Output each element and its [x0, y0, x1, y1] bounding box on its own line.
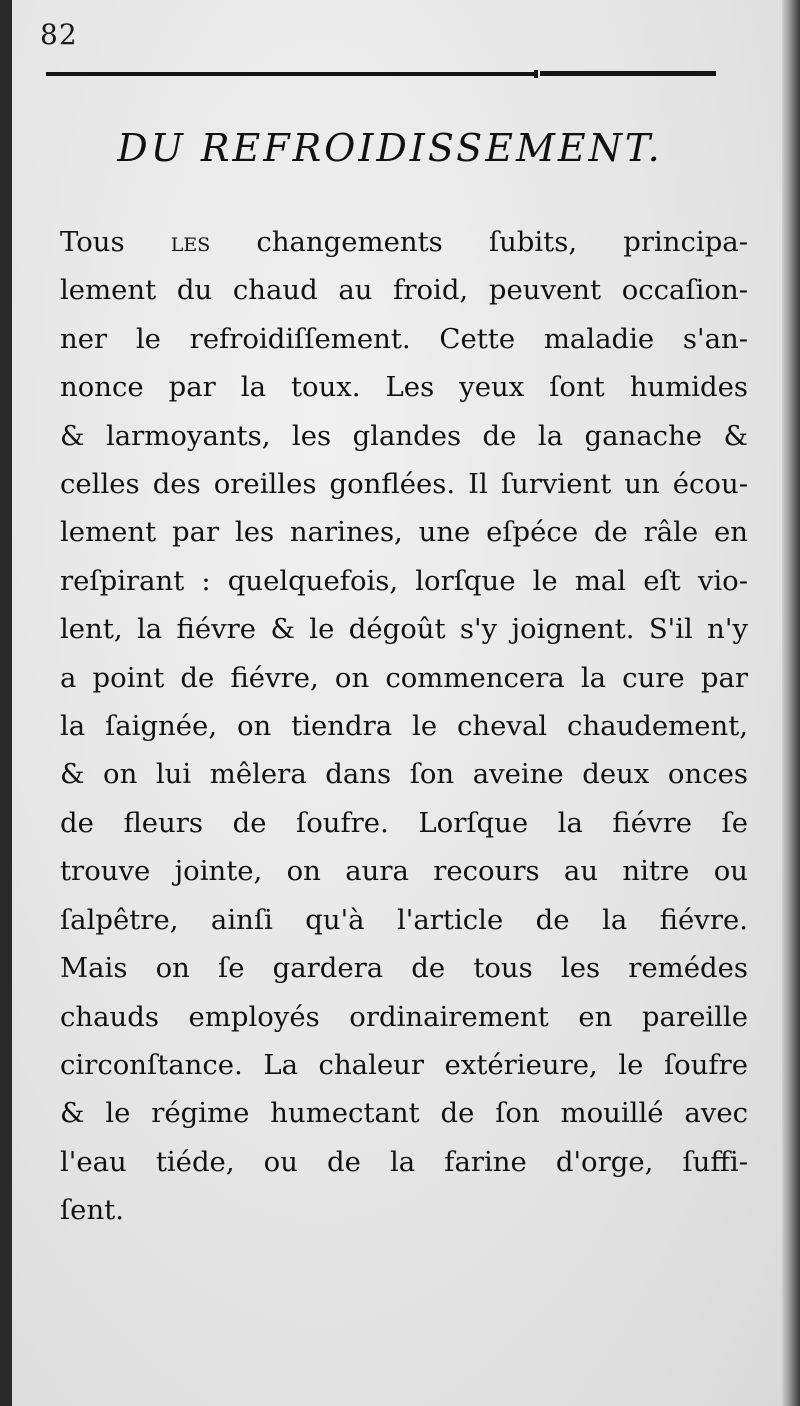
text-line: chauds employés ordinairement en pareille — [60, 1000, 748, 1033]
text-line: celles des oreilles gonflées. Il ſurvient un écou- — [60, 468, 748, 501]
text-line: lent, la fiévre & le dégoût s'y joignent. S'il n'y — [60, 613, 748, 646]
page-edge-shadow — [782, 0, 800, 1406]
small-caps-word: les — [170, 226, 211, 258]
text-line: a point de fiévre, on commencera la cure par — [60, 661, 748, 694]
book-page — [12, 0, 782, 1406]
text-line: nonce par la toux. Les yeux ſont humides — [60, 371, 748, 404]
text-line: circonſtance. La chaleur extérieure, le ſoufre — [60, 1048, 748, 1081]
page-number: 82 — [40, 18, 78, 51]
text-line: lement par les narines, une eſpéce de râle en — [60, 516, 748, 549]
text-line: l'eau tiéde, ou de la farine d'orge, ſuffi- — [60, 1145, 748, 1178]
text-line: ner le refroidiſſement. Cette maladie s'an- — [60, 322, 748, 355]
text-line: & le régime humectant de ſon mouillé avec — [60, 1097, 748, 1130]
text-line-1-rest: changements ſubits, principa- — [256, 226, 748, 258]
text-line: Mais on ſe gardera de tous les remédes — [60, 952, 748, 985]
body-text — [60, 218, 748, 1235]
header-rule — [46, 70, 716, 78]
text-line: reſpirant : quelquefois, lorſque le mal eſt vio- — [60, 564, 748, 597]
text-line: ſalpêtre, ainſi qu'à l'article de la fiévre. — [60, 903, 748, 936]
text-line: de fleurs de ſoufre. Lorſque la fiévre ſe — [60, 806, 748, 839]
text-line: & on lui mêlera dans ſon aveine deux onces — [60, 758, 748, 791]
drop-word: Tous — [60, 226, 125, 258]
text-line: ſent. — [60, 1194, 124, 1227]
chapter-title: DU REFROIDISSEMENT. — [117, 126, 663, 170]
text-line: trouve jointe, on aura recours au nitre ou — [60, 855, 748, 888]
text-line-1 — [60, 218, 748, 266]
text-line: la ſaignée, on tiendra le cheval chaudement, — [60, 710, 748, 743]
text-line: & larmoyants, les glandes de la ganache & — [60, 419, 748, 452]
text-line: lement du chaud au froid, peuvent occaſion- — [60, 274, 748, 307]
